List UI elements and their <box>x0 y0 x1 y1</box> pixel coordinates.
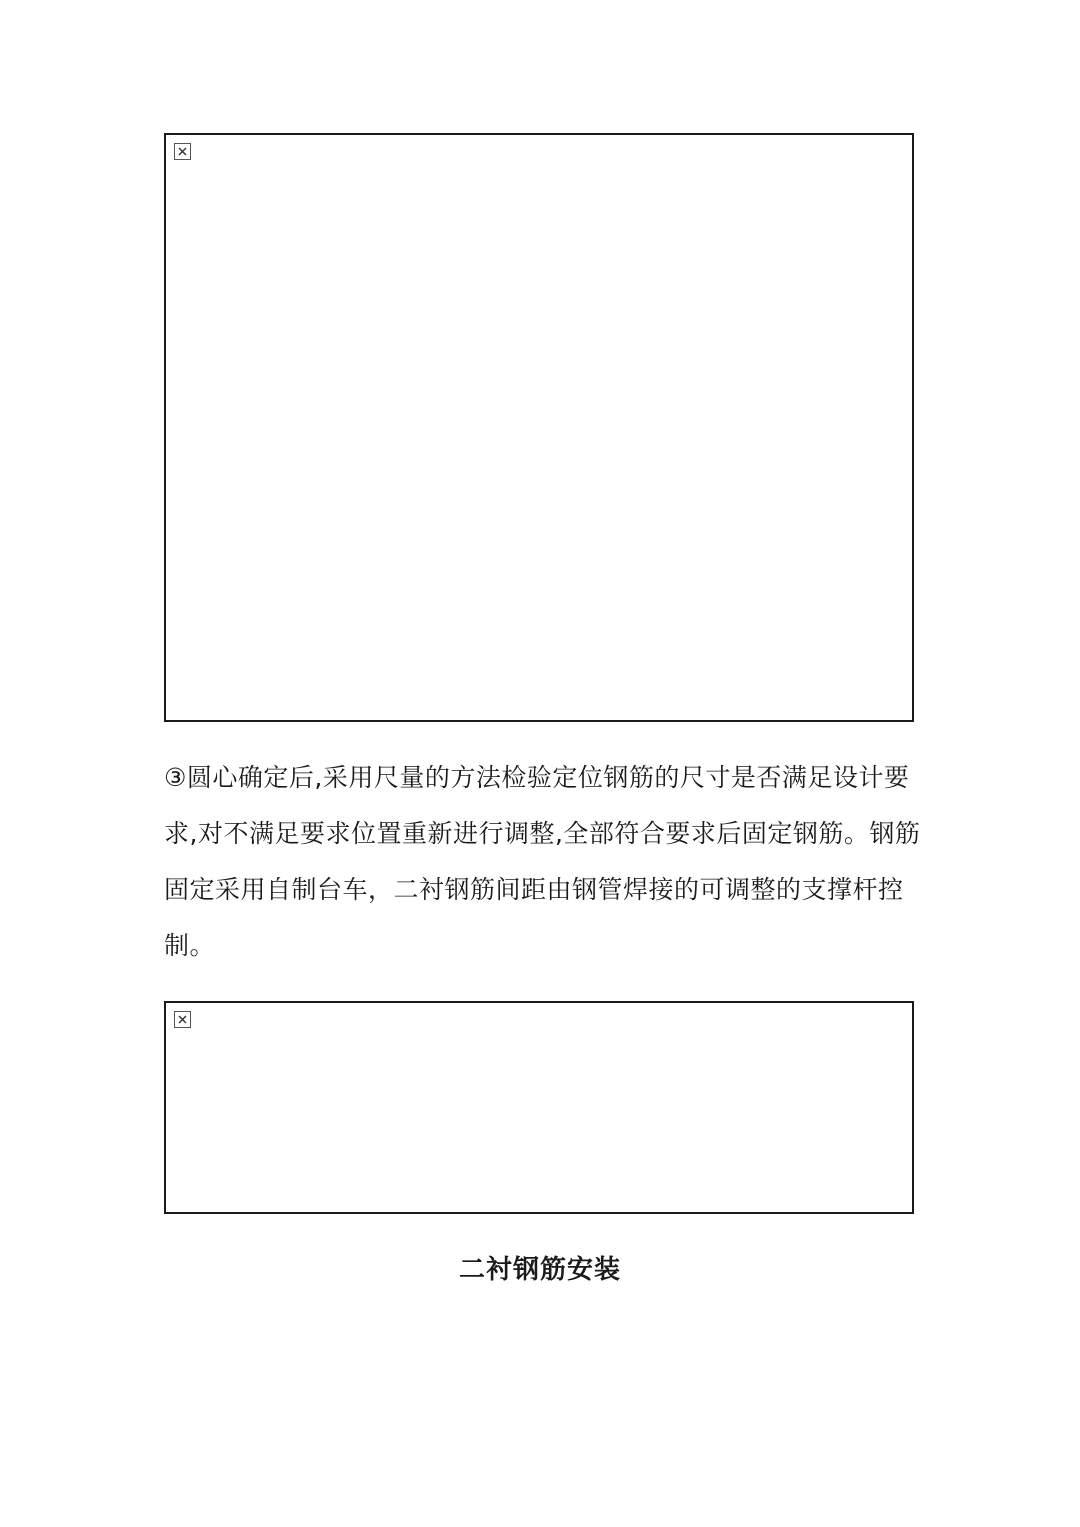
broken-image-icon <box>174 143 191 160</box>
broken-image-icon <box>174 1011 191 1028</box>
figure-caption: 二衬钢筋安装 <box>458 1255 621 1285</box>
body-paragraph: ③圆心确定后,采用尺量的方法检验定位钢筋的尺寸是否满足设计要求,对不满足要求位置重新进行调整,全部符合要求后固定钢筋。钢筋固定采用自制台车，二衬钢筋间距由钢管焊接的可调整的支撑杆控制。 <box>164 763 921 960</box>
image-placeholder-1 <box>164 133 914 722</box>
image-placeholder-2 <box>164 1001 914 1214</box>
